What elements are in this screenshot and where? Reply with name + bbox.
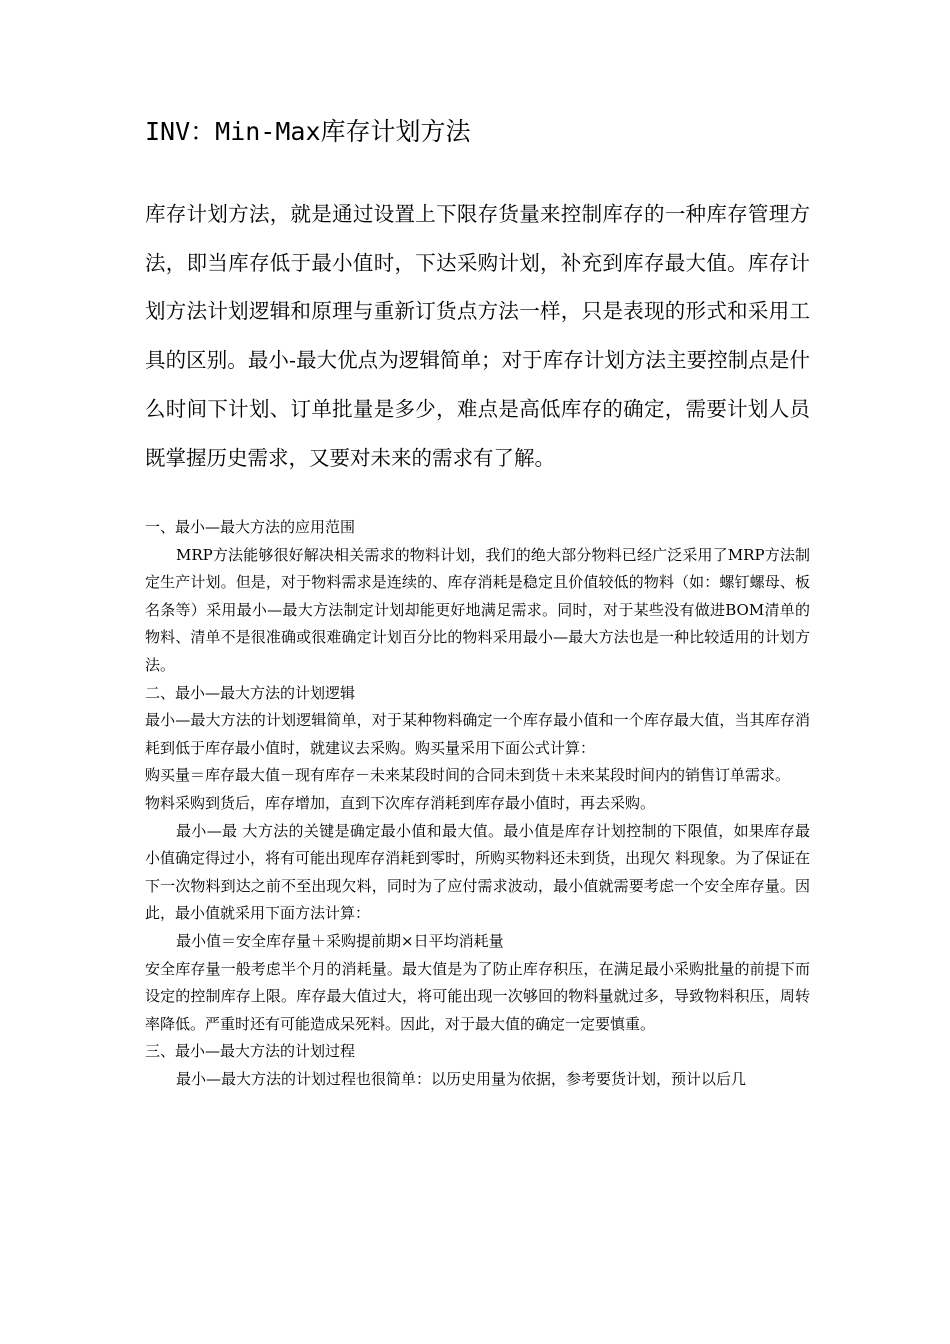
section-heading-3: 三、最小—最大方法的计划过程 bbox=[145, 1042, 356, 1061]
section-heading-1: 一、最小—最大方法的应用范围 bbox=[145, 518, 356, 536]
section-2-formula-purchase: 购买量＝库存最大值－现有库存－未来某段时间的合同未到货＋未来某段时间内的销售订单需求。 bbox=[145, 766, 791, 785]
document-body bbox=[145, 514, 810, 1093]
section-2-formula-min: 最小值＝安全库存量＋采购提前期×日平均消耗量 bbox=[176, 931, 504, 950]
section-3-paragraph-1: 最小—最大方法的计划过程也很简单：以历史用量为依据，参考要货计划，预计以后几 bbox=[176, 1069, 747, 1088]
section-2-paragraph-3: 物料采购到货后，库存增加，直到下次库存消耗到库存最小值时，再去采购。 bbox=[145, 793, 656, 812]
section-2-paragraph-6: 安全库存量一般考虑半个月的消耗量。最大值是为了防止库存积压，在满足最小采购批量的前提下而设定的控制库存上限。库存最大值过大，将可能出现一次够回的物料量就过多，导致物料积压，周转率降低。严重时还有可能造成呆死料。因此，对于最大值的确定一定要慎重。 bbox=[145, 959, 810, 1033]
intro-paragraph: 库存计划方法，就是通过设置上下限存货量来控制库存的一种库存管理方法，即当库存低于最小值时，下达采购计划，补充到库存最大值。库存计划方法计划逻辑和原理与重新订货点方法一样，只是表现的形式和采用工具的区别。最小-最大优点为逻辑简单；对于库存计划方法主要控制点是什么时间下计划、订单批量是多少，难点是高低库存的确定，需要计划人员既掌握历史需求，又要对未来的需求有了解。 bbox=[145, 202, 810, 470]
section-2-paragraph-1: 最小—最大方法的计划逻辑简单，对于某种物料确定一个库存最小值和一个库存最大值，当其库存消耗到低于库存最小值时，就建议去采购。购买量采用下面公式计算： bbox=[145, 711, 810, 757]
section-heading-2: 二、最小—最大方法的计划逻辑 bbox=[145, 683, 356, 702]
document-title: INV：Min-Max库存计划方法 bbox=[145, 117, 471, 146]
section-2-paragraph-4: 最小—最 大方法的关键是确定最小值和最大值。最小值是库存计划控制的下限值，如果库存最小值确定得过小，将有可能出现库存消耗到零时，所购买物料还未到货，出现欠 料现象。为了保证在下一次物料到达之前不至出现欠料，同时为了应付需求波动，最小值就需要考虑一个安全库存量。因此，最小值就采用下面方法计算： bbox=[145, 821, 810, 923]
section-1-paragraph-1: MRP方法能够很好解决相关需求的物料计划，我们的绝大部分物料已经广泛采用了MRP方法制定生产计划。但是，对于物料需求是连续的、库存消耗是稳定且价值较低的物料（如：螺钉螺母、板名条等）采用最小—最大方法制定计划却能更好地满足需求。同时，对于某些没有做进BOM清单的物料、清单不是很准确或很难确定计划百分比的物料采用最小—最大方法也是一种比较适用的计划方法。 bbox=[145, 545, 810, 674]
